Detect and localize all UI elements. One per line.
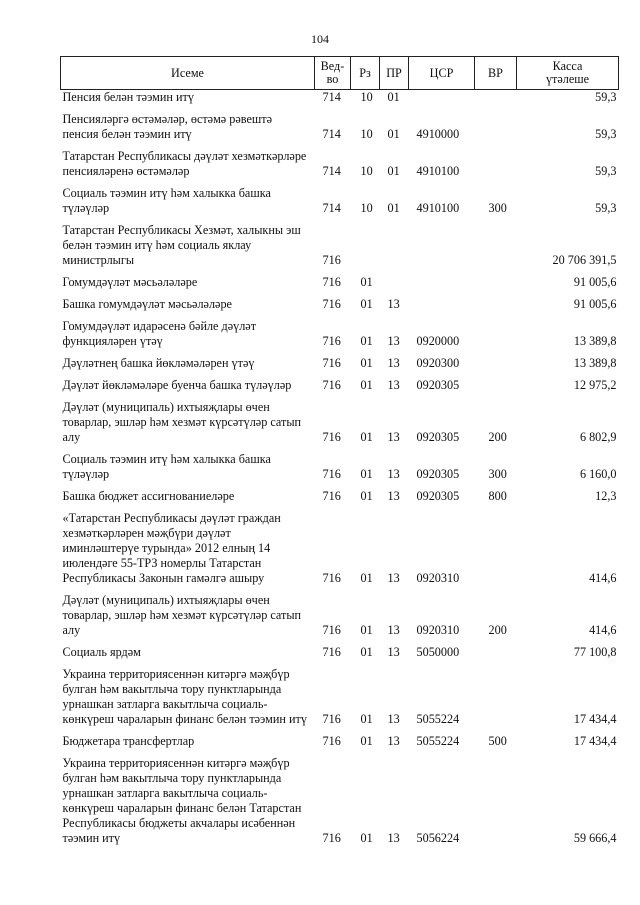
cell-vr [475, 272, 517, 294]
cell-ved: 716 [322, 467, 341, 481]
cell-rz: 01 [360, 356, 373, 370]
cell-sum: 59,3 [595, 164, 617, 178]
cell-name: Башка гомумдәүләт мәсьәләләре [62, 297, 232, 311]
table-row [61, 375, 619, 397]
header-ved [315, 57, 351, 90]
cell-ved: 714 [322, 164, 341, 178]
cell-vr: 800 [488, 489, 507, 503]
cell-rz: 01 [360, 623, 373, 637]
cell-pr: 13 [387, 734, 400, 748]
cell-csr: 0920305 [416, 430, 460, 444]
table-row [61, 109, 619, 146]
cell-csr: 5050000 [416, 645, 460, 659]
cell-name: Социаль тәэмин итү һәм халыкка башка түләүләр [62, 186, 271, 215]
cell-sum: 414,6 [589, 571, 617, 585]
cell-name: Башка бюджет ассигнованиеләре [62, 489, 235, 503]
cell-pr: 13 [387, 430, 400, 444]
cell-rz: 01 [360, 334, 373, 348]
header-sum-text: Касса үтәлеше [545, 59, 590, 86]
cell-name: Пенсияләргә өстәмәләр, өстәмә рәвештә пенсия белән тәэмин итү [62, 112, 272, 141]
cell-csr: 5056224 [416, 831, 460, 845]
cell-vr [475, 375, 517, 397]
cell-pr: 01 [387, 164, 400, 178]
cell-csr: 0920300 [416, 356, 460, 370]
cell-pr: 13 [387, 467, 400, 481]
cell-sum: 91 005,6 [573, 275, 617, 289]
cell-ved: 716 [322, 430, 341, 444]
table-row [61, 90, 619, 110]
cell-ved: 714 [322, 127, 341, 141]
cell-pr: 13 [387, 356, 400, 370]
cell-name: Татарстан Республикасы Хезмәт, халыкны эш белән тәэмин итү һәм социаль яклау министрлыгы [62, 223, 301, 267]
cell-ved: 716 [322, 334, 341, 348]
cell-csr: 0920305 [416, 467, 460, 481]
table-row [61, 146, 619, 183]
cell-ved: 716 [322, 297, 341, 311]
table-row [61, 294, 619, 316]
cell-name: Дәүләт (муниципаль) ихтыяҗлары өчен товарлар, эшләр һәм хезмәт күрсәтүләр сатып алу [62, 593, 302, 637]
header-ved-text: Вед- во [320, 59, 345, 86]
cell-sum: 13 389,8 [573, 356, 617, 370]
header-sum [517, 57, 619, 90]
cell-pr: 13 [387, 297, 400, 311]
cell-pr: 01 [387, 127, 400, 141]
cell-sum: 59,3 [595, 201, 617, 215]
cell-vr [475, 642, 517, 664]
cell-csr: 4910100 [416, 164, 460, 178]
cell-name: Татарстан Республикасы дәүләт хезмәткәрләре пенсияләренә өстәмәләр [62, 149, 307, 178]
cell-pr: 13 [387, 571, 400, 585]
table-row [61, 642, 619, 664]
cell-vr [475, 664, 517, 731]
cell-name: «Татарстан Республикасы дәүләт граждан хезмәткәрләрен мәҗбүри дәүләт иминләштерүе турында» 2012 елның 14 июлендәге 55-ТРЗ номерлы Татарстан Республикасы Законын гамәлгә ашыру [62, 511, 281, 585]
cell-sum: 17 434,4 [573, 712, 617, 726]
table-row [61, 397, 619, 449]
cell-vr [475, 753, 517, 850]
cell-vr [475, 220, 517, 272]
cell-name: Социаль ярдәм [62, 645, 141, 659]
cell-vr: 200 [488, 430, 507, 444]
cell-rz: 01 [360, 712, 373, 726]
cell-ved: 716 [322, 712, 341, 726]
cell-name: Украина территориясеннән китәргә мәҗбүр булган һәм вакытлыча тору пунктларында урнашкан затларга вакытлыча социаль-көнкүреш чараларын финанс белән Татарстан Республикасы бюджеты акчалары исәбеннән тәэмин итү [62, 756, 302, 845]
cell-rz: 10 [360, 90, 373, 104]
cell-csr [409, 220, 475, 272]
cell-rz: 01 [360, 378, 373, 392]
cell-vr: 200 [488, 623, 507, 637]
table-row [61, 486, 619, 508]
page-number: 104 [311, 32, 329, 46]
cell-pr: 13 [387, 334, 400, 348]
cell-rz [351, 220, 380, 272]
cell-sum: 414,6 [589, 623, 617, 637]
cell-name: Дәүләт (муниципаль) ихтыяҗлары өчен товарлар, эшләр һәм хезмәт күрсәтүләр сатып алу [62, 400, 302, 444]
cell-csr [409, 294, 475, 316]
cell-rz: 01 [360, 645, 373, 659]
table-row [61, 316, 619, 353]
cell-name: Дәүләтнең башка йөкләмәләрен үтәү [62, 356, 255, 370]
cell-sum: 77 100,8 [573, 645, 617, 659]
cell-csr: 0920305 [416, 378, 460, 392]
cell-sum: 6 802,9 [579, 430, 617, 444]
cell-csr: 0920305 [416, 489, 460, 503]
table-row [61, 508, 619, 590]
table-row [61, 731, 619, 753]
cell-ved: 716 [322, 253, 341, 267]
cell-pr [380, 220, 409, 272]
cell-rz: 10 [360, 201, 373, 215]
cell-sum: 13 389,8 [573, 334, 617, 348]
cell-name: Гомумдәүләт идарәсенә бәйле дәүләт функцияләрен үтәү [62, 319, 257, 348]
cell-sum: 17 434,4 [573, 734, 617, 748]
table-row [61, 353, 619, 375]
cell-rz: 01 [360, 734, 373, 748]
cell-vr [475, 508, 517, 590]
cell-ved: 716 [322, 623, 341, 637]
cell-ved: 716 [322, 734, 341, 748]
cell-pr: 13 [387, 623, 400, 637]
cell-ved: 714 [322, 90, 341, 104]
cell-vr [475, 353, 517, 375]
cell-ved: 716 [322, 831, 341, 845]
cell-pr: 13 [387, 712, 400, 726]
table-row [61, 590, 619, 642]
cell-ved: 716 [322, 489, 341, 503]
cell-csr: 0920310 [416, 571, 460, 585]
cell-rz: 01 [360, 275, 373, 289]
cell-name: Гомумдәүләт мәсьәләләре [62, 275, 198, 289]
table-row [61, 664, 619, 731]
cell-pr: 01 [387, 90, 400, 104]
cell-vr [475, 294, 517, 316]
cell-csr: 0920310 [416, 623, 460, 637]
cell-ved: 716 [322, 378, 341, 392]
cell-csr [409, 272, 475, 294]
cell-rz: 01 [360, 489, 373, 503]
cell-vr: 500 [488, 734, 507, 748]
cell-name: Украина территориясеннән китәргә мәҗбүр булган һәм вакытлыча тору пунктларында урнашкан затларга вакытлыча социаль-көнкүреш чараларын финанс белән тәэмин итү [62, 667, 307, 726]
cell-vr [475, 146, 517, 183]
cell-csr: 5055224 [416, 712, 460, 726]
cell-rz: 01 [360, 467, 373, 481]
cell-sum: 6 160,0 [579, 467, 617, 481]
cell-pr: 13 [387, 645, 400, 659]
cell-sum: 20 706 391,5 [552, 253, 617, 267]
cell-csr: 4910100 [416, 201, 460, 215]
cell-rz: 10 [360, 164, 373, 178]
cell-pr [380, 272, 409, 294]
cell-rz: 10 [360, 127, 373, 141]
cell-ved: 714 [322, 201, 341, 215]
table-row [61, 449, 619, 486]
header-name: Исеме [61, 57, 315, 90]
cell-sum: 12,3 [595, 489, 617, 503]
cell-sum: 91 005,6 [573, 297, 617, 311]
cell-pr: 13 [387, 378, 400, 392]
cell-sum: 59 666,4 [573, 831, 617, 845]
header-pr: ПР [380, 57, 409, 90]
cell-rz: 01 [360, 831, 373, 845]
header-rz: Рз [351, 57, 380, 90]
cell-csr: 0920000 [416, 334, 460, 348]
cell-vr: 300 [488, 201, 507, 215]
cell-sum: 59,3 [595, 90, 617, 104]
cell-vr: 300 [488, 467, 507, 481]
cell-name: Социаль тәэмин итү һәм халыкка башка түләүләр [62, 452, 271, 481]
cell-vr [475, 90, 517, 110]
cell-name: Дәүләт йөкләмәләре буенча башка түләүләр [62, 378, 292, 392]
cell-vr [475, 109, 517, 146]
cell-csr [409, 90, 475, 110]
cell-pr: 01 [387, 201, 400, 215]
budget-table [60, 56, 619, 850]
cell-pr: 13 [387, 489, 400, 503]
table-row [61, 272, 619, 294]
header-csr: ЦСР [409, 57, 475, 90]
table-row [61, 753, 619, 850]
cell-sum: 12 975,2 [573, 378, 617, 392]
cell-rz: 01 [360, 571, 373, 585]
table-body [61, 90, 619, 851]
cell-name: Бюджетара трансфертлар [62, 734, 195, 748]
cell-sum: 59,3 [595, 127, 617, 141]
header-vr: ВР [475, 57, 517, 90]
cell-ved: 716 [322, 645, 341, 659]
cell-rz: 01 [360, 297, 373, 311]
table-row [61, 183, 619, 220]
cell-name: Пенсия белән тәэмин итү [62, 90, 194, 104]
cell-csr: 4910000 [416, 127, 460, 141]
table-row [61, 220, 619, 272]
cell-ved: 716 [322, 571, 341, 585]
cell-csr: 5055224 [416, 734, 460, 748]
cell-ved: 716 [322, 275, 341, 289]
table-header-row [61, 57, 619, 90]
cell-ved: 716 [322, 356, 341, 370]
cell-vr [475, 316, 517, 353]
cell-rz: 01 [360, 430, 373, 444]
cell-pr: 13 [387, 831, 400, 845]
